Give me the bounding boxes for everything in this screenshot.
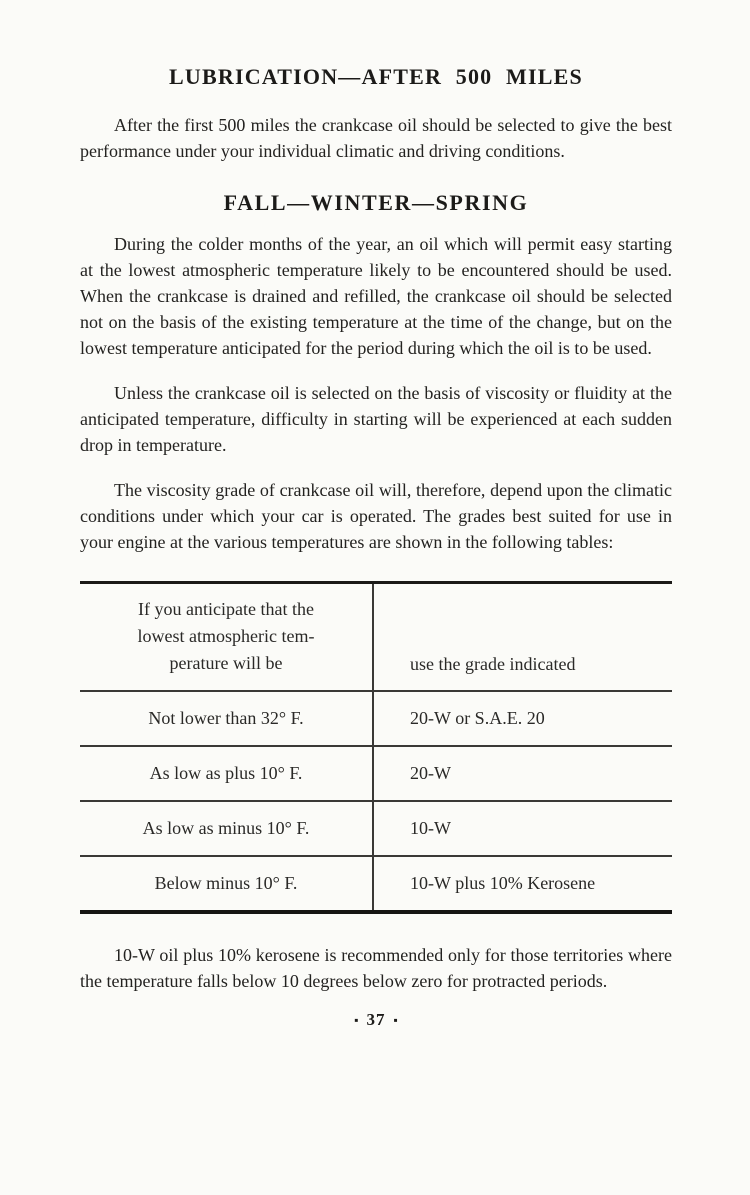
table-row	[80, 746, 672, 801]
condition-cell: Below minus 10° F.	[80, 856, 373, 912]
footer-right-marker-icon: ▪	[393, 1013, 398, 1027]
intro-paragraph: After the first 500 miles the crankcase oil should be selected to give the best performance under your individual climatic and driving conditions.	[80, 115, 672, 161]
condition-header-line: perature will be	[169, 653, 283, 673]
page-title: LUBRICATION—AFTER 500 MILES	[169, 64, 583, 89]
colder-months-paragraph: During the colder months of the year, an oil which will permit easy starting at the lowest atmospheric temperature likely to be encountered should be used. When the crankcase is drained and refilled, the crankcase oil should be selected not on the basis of the existing temperature at the time of the change, but on the lowest temperature anticipated for the period during which the oil is to be used.	[80, 234, 672, 358]
condition-header-line: lowest atmospheric tem-	[137, 626, 315, 646]
grade-column-header: use the grade indicated	[373, 583, 672, 692]
table-row	[80, 801, 672, 856]
condition-header-line: If you anticipate that the	[138, 599, 314, 619]
grade-cell: 20-W or S.A.E. 20	[373, 691, 672, 746]
table-row	[80, 856, 672, 912]
condition-column-header	[80, 583, 373, 692]
viscosity-grade-paragraph: The viscosity grade of crankcase oil will, therefore, depend upon the climatic conditions under which your car is operated. The grades best suited for use in your engine at the various temperatures are shown in the following tables:	[80, 480, 672, 552]
table-header-row	[80, 583, 672, 692]
page-number-value: 37	[366, 1010, 386, 1029]
condition-cell: As low as plus 10° F.	[80, 746, 373, 801]
condition-cell: As low as minus 10° F.	[80, 801, 373, 856]
grade-cell: 20-W	[373, 746, 672, 801]
page-number	[80, 1010, 672, 1030]
condition-cell: Not lower than 32° F.	[80, 691, 373, 746]
kerosene-note-paragraph: 10-W oil plus 10% kerosene is recommended only for those territories where the temperature falls below 10 degrees below zero for protracted periods.	[80, 945, 672, 991]
table-row	[80, 691, 672, 746]
viscosity-warning-paragraph: Unless the crankcase oil is selected on the basis of viscosity or fluidity at the anticipated temperature, difficulty in starting will be experienced at each sudden drop in temperature.	[80, 383, 672, 455]
grade-cell: 10-W plus 10% Kerosene	[373, 856, 672, 912]
grade-cell: 10-W	[373, 801, 672, 856]
footer-left-marker-icon: ▪	[354, 1013, 359, 1027]
section-heading: FALL—WINTER—SPRING	[223, 190, 529, 215]
oil-grade-table	[80, 581, 672, 914]
